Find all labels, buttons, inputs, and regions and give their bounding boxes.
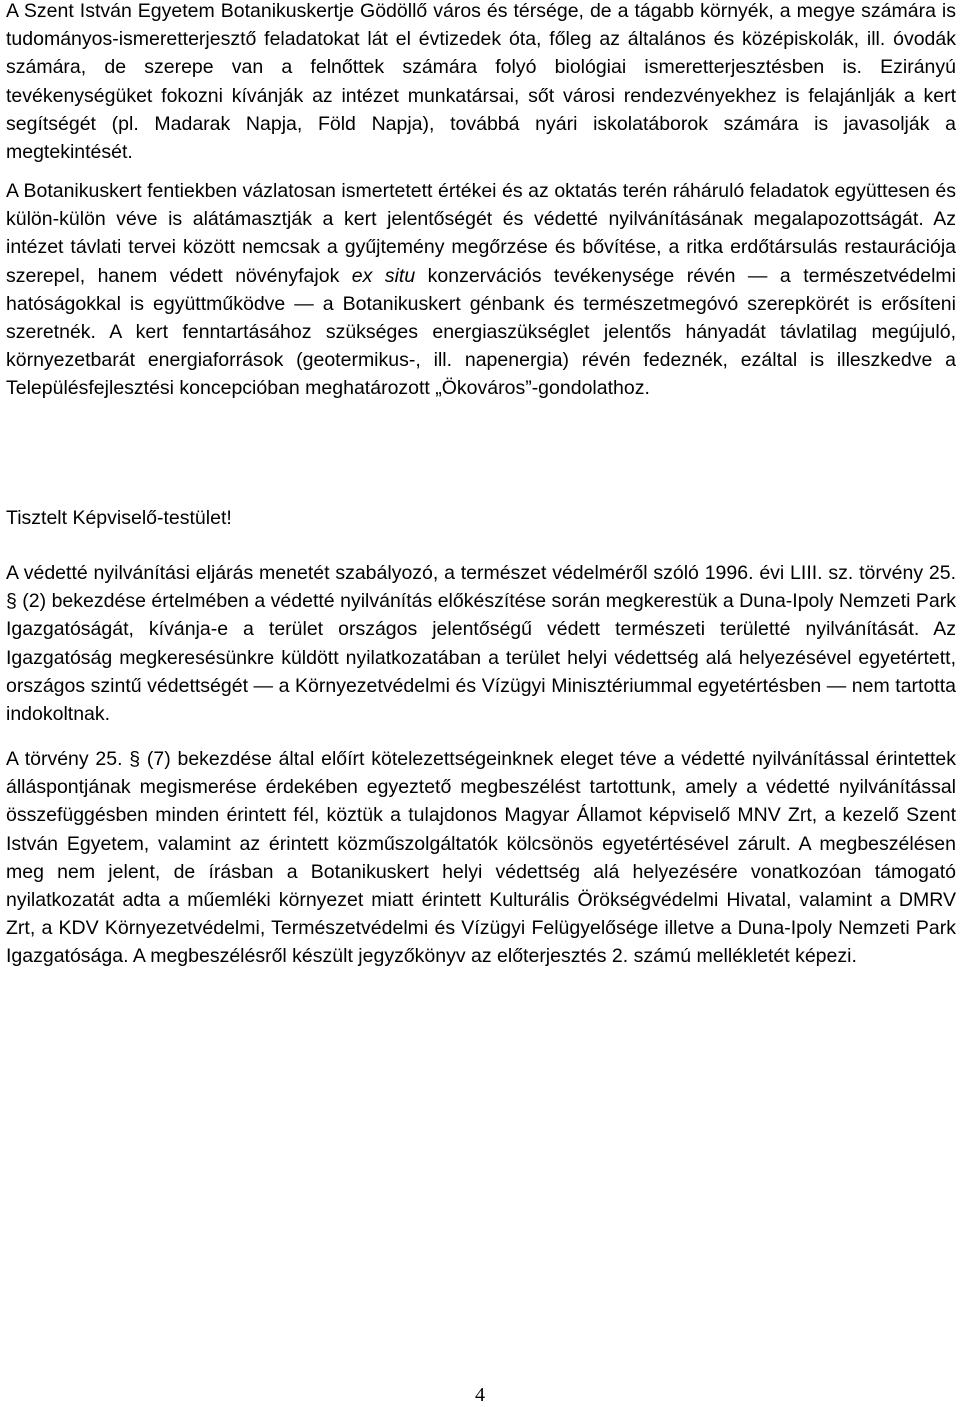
paragraph-text-after-italic: konzervációs tevékenysége révén — a természetvédelmi hatóságokkal is együttműködve — a Botanikuskert génbank és természetmegóvó szerepkörét is erősíteni szeretnék. A kert fenntartásához szükséges energiaszükséglet jelentős hányadát távlatilag megújuló, környezetbarát energiaforrások (geotermikus-, ill. napenergia) révén fedeznék, ezáltal is illeszkedve a Településfejlesztési koncepcióban meghatározott „Ökováros”-gondolathoz. [6,264,956,400]
salutation: Tisztelt Képviselő-testület! [6,507,232,529]
italic-term: ex situ [351,264,416,287]
paragraph-garden-values-plans [6,177,956,403]
paragraph-consultation-meeting: A törvény 25. § (7) bekezdése által előírt kötelezettségeinknek eleget téve a védetté nyilvánítással érintettek álláspontjának megismerése érdekében egyeztető megbeszélést tartottunk, amely a védetté nyilvánítással összefüggésben minden érintett fél, köztük a tulajdonos Magyar Államot képviselő MNV Zrt, a kezelő Szent István Egyetem, valamint az érintett közműszolgáltatók kölcsönös egyetértésével zárult. A megbeszélésen meg nem jelent, de írásban a Botanikuskert helyi védettség alá helyezésére vonatkozóan támogató nyilatkozatát adta a műemléki környezet miatt érintett Kulturális Örökségvédelmi Hivatal, valamint a DMRV Zrt, a KDV Környezetvédelmi, Természetvédelmi és Vízügyi Felügyelősége illetve a Duna-Ipoly Nemzeti Park Igazgatósága. A megbeszélésről készült jegyzőkönyv az előterjesztés 2. számú mellékletét képezi. [6,748,956,968]
paragraph-botanical-garden-education: A Szent István Egyetem Botanikuskertje Gödöllő város és térsége, de a tágabb környék, a megye számára is tudományos-ismeretterjesztő feladatokat lát el évtizedek óta, főleg az általános és középiskolák, ill. óvodák számára, de szerepe van a felnőttek számára folyó biológiai ismeretterjesztésben is. Ezirányú tevékenységüket fokozni kívánják az intézet munkatársai, sőt városi rendezvényekhez is felajánlják a kert segítségét (pl. Madarak Napja, Föld Napja), továbbá nyári iskolatáborok számára is javasolják a megtekintését. [6,0,956,164]
paragraph-protection-procedure: A védetté nyilvánítási eljárás menetét szabályozó, a természet védelméről szóló 1996. évi LIII. sz. törvény 25. § (2) bekezdése értelmében a védetté nyilvánítás előkészítése során megkerestük a Duna-Ipoly Nemzeti Park Igazgatóságát, kívánja-e a terület országos jelentőségű védett természeti területté nyilvánítását. Az Igazgatóság megkeresésünkre küldött nyilatkozatában a terület helyi védettség alá helyezésével egyetértett, országos szintű védettségét — a Környezetvédelmi és Vízügyi Minisztériummal egyetértésben — nem tartotta indokoltnak. [6,562,956,726]
paragraph-text-before-italic: A Botanikuskert fentiekben vázlatosan ismertetett értékei és az oktatás terén ráháruló feladatok együttesen és külön-külön véve is alátámasztják a kert jelentőségét és védetté nyilvánításának megalapozottságát. Az intézet távlati tervei között nemcsak a gyűjtemény megőrzése és bővítése, a ritka erdőtársulás restaurációja szerepel, hanem védett növényfajok [6,180,956,287]
page-number: 4 [475,1384,485,1406]
